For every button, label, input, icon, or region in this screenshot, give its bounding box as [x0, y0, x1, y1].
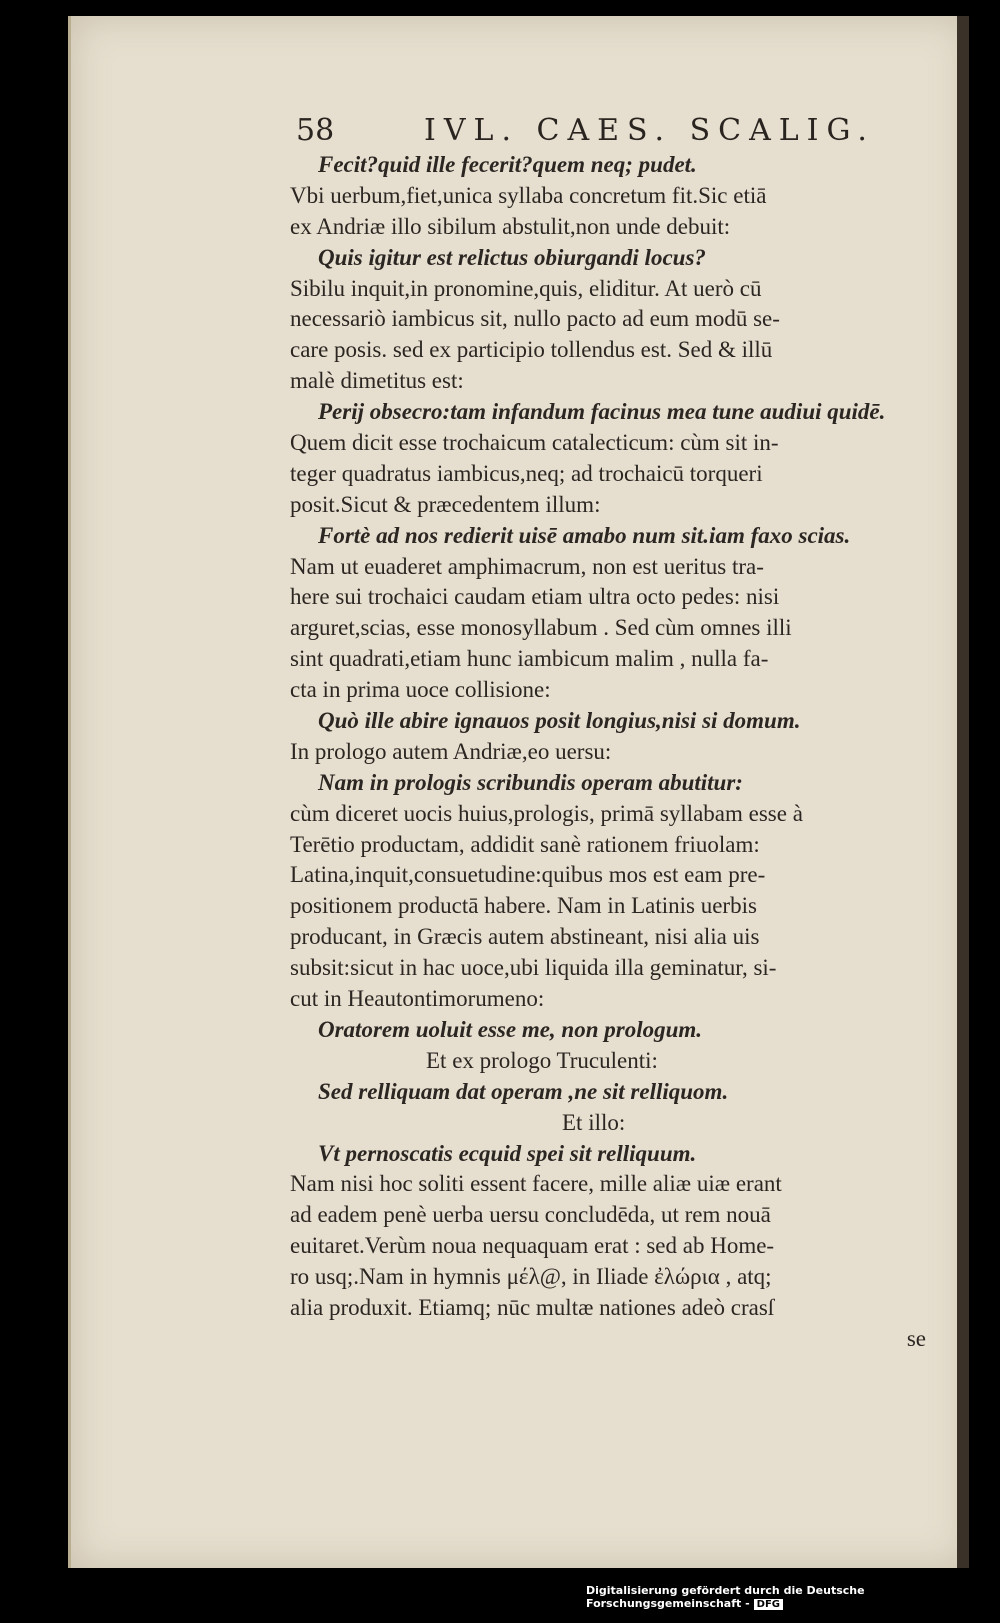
page-edge	[957, 16, 969, 1568]
text-line: Sibilu inquit,in pronomine,quis, eliditur. At uerò cū	[290, 275, 762, 301]
text-line: malè dimetitus est:	[290, 368, 464, 394]
text-line: euitaret.Verùm noua nequaquam erat : sed ab Home-	[290, 1233, 775, 1259]
text-line: necessariò iambicus sit, nullo pacto ad eum modū se-	[290, 306, 780, 332]
text-line: Latina,inquit,consuetudine:quibus mos est eam pre-	[290, 862, 766, 888]
text-line: positionem productā habere. Nam in Latinis uerbis	[290, 893, 757, 919]
text-line: se	[906, 1325, 926, 1351]
text-line: In prologo autem Andriæ,eo uersu:	[290, 738, 612, 764]
text-line: cta in prima uoce collisione:	[290, 677, 551, 703]
text-line: alia produxit. Etiamq; nūc multæ nationes adeò crasſ	[290, 1294, 775, 1320]
text-line: producant, in Græcis autem abstineant, nisi alia uis	[290, 924, 760, 950]
text-line: Sed relliquam dat operam ,ne sit relliquom.	[318, 1078, 729, 1104]
text-line: Fortè ad nos redierit uisē amabo num sit.iam faxo scias.	[318, 522, 851, 548]
text-line: ad eadem penè uerba uersu concludēda, ut rem nouā	[290, 1202, 771, 1228]
running-header	[296, 113, 876, 153]
footer-credit	[586, 1584, 966, 1610]
text-line: Quò ille abire ignauos posit longius,nisi si domum.	[318, 708, 801, 734]
text-line: cùm diceret uocis huius,prologis, primā syllabam esse à	[290, 800, 803, 826]
dfg-logo: DFG	[754, 1599, 783, 1610]
text-line: Fecit?quid ille fecerit?quem neq; pudet.	[318, 152, 697, 177]
text-line: Nam ut euaderet amphimacrum, non est ueritus tra-	[290, 553, 764, 579]
text-line: Et ex prologo Truculenti:	[426, 1047, 658, 1073]
page-number: 58	[296, 113, 335, 148]
text-line: Terētio productam, addidit sanè rationem friuolam:	[290, 831, 760, 857]
text-line: teger quadratus iambicus,neq; ad trochaicū torqueri	[290, 460, 763, 486]
text-line: ro usq;.Nam in hymnis μέλ@, in Iliade ἐλώρια , atq;	[290, 1264, 772, 1290]
text-line: Quem dicit esse trochaicum catalecticum: cùm sit in-	[290, 430, 779, 456]
body-text	[290, 150, 950, 1355]
text-line: subsit:sicut in hac uoce,ubi liquida illa geminatur, si-	[290, 955, 777, 981]
running-title: IVL. CAES. SCALIG.	[424, 113, 875, 148]
text-line: Vbi uerbum,fiet,unica syllaba concretum fit.Sic etiā	[290, 182, 767, 208]
text-line: cut in Heautontimorumeno:	[290, 986, 545, 1012]
text-line: Et illo:	[562, 1109, 626, 1135]
text-line: posit.Sicut & præcedentem illum:	[290, 491, 601, 517]
text-line: here sui trochaici caudam etiam ultra octo pedes: nisi	[290, 584, 780, 610]
text-line: Oratorem uoluit esse me, non prologum.	[318, 1016, 703, 1042]
text-line: care posis. sed ex participio tollendus est. Sed & illū	[290, 337, 773, 363]
text-line: Quis igitur est relictus obiurgandi locus?	[318, 244, 706, 270]
text-line: arguret,scias, esse monosyllabum . Sed cùm omnes illi	[290, 615, 792, 641]
text-line: Nam in prologis scribundis operam abutitur:	[318, 769, 743, 795]
text-line: Vt pernoscatis ecquid spei sit relliquum.	[318, 1140, 697, 1166]
text-line: ex Andriæ illo sibilum abstulit,non unde debuit:	[290, 213, 731, 239]
footer-credit-text: Digitalisierung gefördert durch die Deutsche Forschungsgemeinschaft -	[586, 1584, 865, 1610]
text-line: sint quadrati,etiam hunc iambicum malim , nulla fa-	[290, 646, 769, 672]
text-line: Nam nisi hoc soliti essent facere, mille aliæ uiæ erant	[290, 1171, 782, 1197]
text-line: Perij obsecro:tam infandum facinus mea tune audiui quidē.	[318, 399, 886, 425]
